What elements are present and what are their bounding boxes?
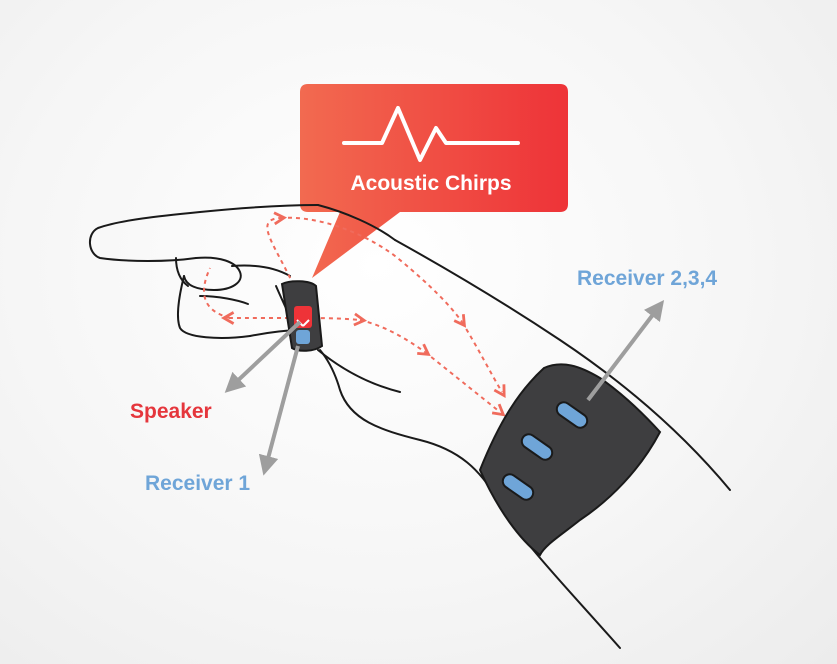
receiver-2-3-4-label: Receiver 2,3,4 <box>577 267 718 290</box>
ring-receiver <box>296 330 310 344</box>
receiver1-pointer <box>266 346 298 466</box>
callout-title: Acoustic Chirps <box>350 172 512 195</box>
ring-device <box>282 281 322 351</box>
receiver-1-label: Receiver 1 <box>145 472 251 495</box>
speaker-label: Speaker <box>130 400 212 423</box>
